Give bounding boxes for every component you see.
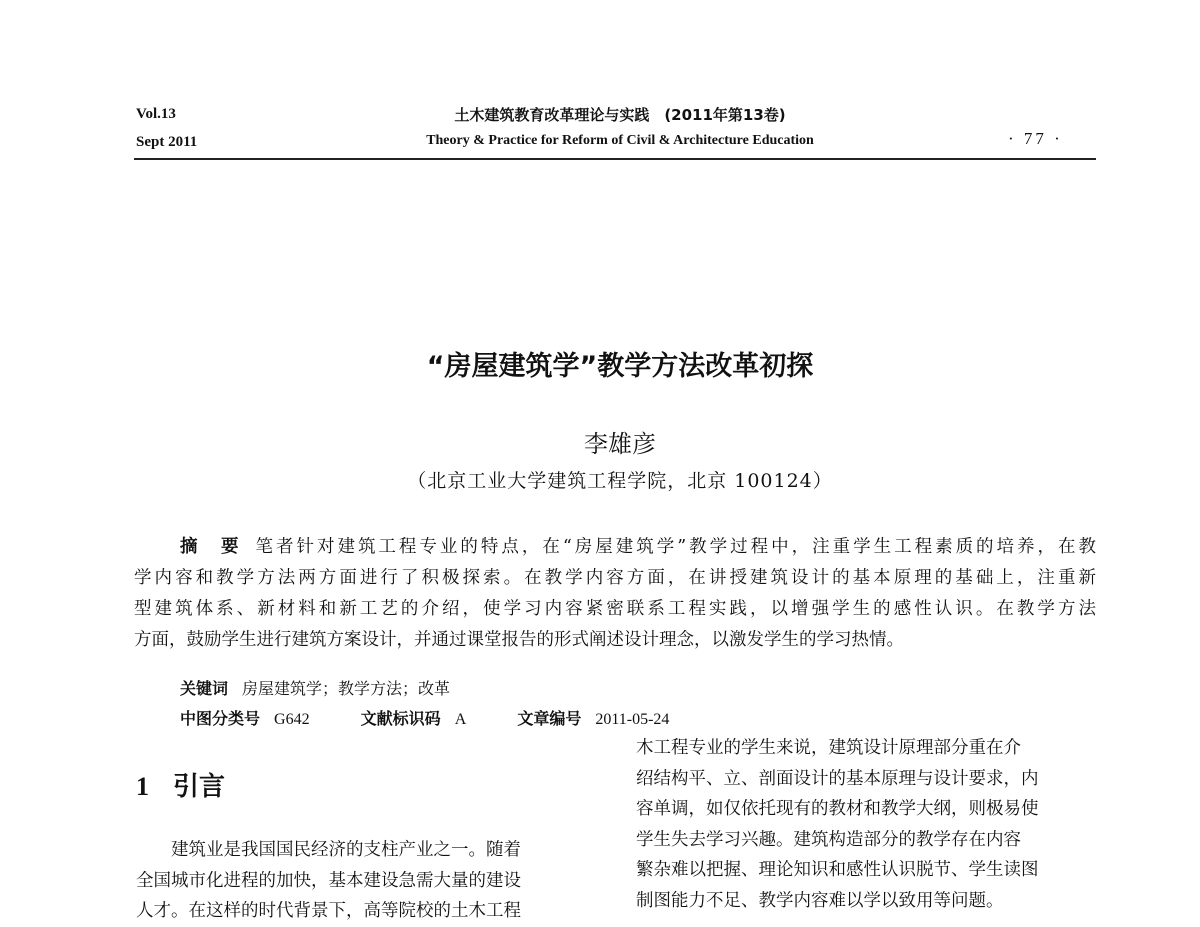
issue-date: Sept 2011 [136,134,198,150]
journal-title-en: Theory & Practice for Reform of Civil & Architecture Education [426,133,814,148]
abstract-line: 型建筑体系、新材料和新工艺的介绍，使学习内容紧密联系工程实践，以增强学生的感性认识。在教学方法 [134,599,1096,619]
section-heading [136,766,225,803]
paragraph-line: 绍结构平、立、剖面设计的基本原理与设计要求，内 [636,768,1039,789]
right-column [636,733,1039,916]
section-number: 1 [136,772,149,801]
paragraph-line: 学生失去学习兴趣。建筑构造部分的教学存在内容 [636,829,1021,850]
paragraph-line: 容单调，如仅依托现有的教材和教学大纲，则极易使 [636,799,1039,819]
header-rule [134,158,1096,160]
paragraph-line: 全国城市化进程的加快，基本建设急需大量的建设 [136,870,521,891]
classification-line [180,706,715,729]
doc-code-label: 文献标识码 [360,709,441,728]
author-name: 李雄彦 [584,430,656,458]
paragraph-line: 繁杂难以把握、理论知识和感性认识脱节、学生读图 [636,860,1039,880]
volume-number: Vol.13 [136,106,176,122]
article-number-value: 2011-05-24 [595,711,670,728]
keywords [180,676,450,699]
clc-label: 中图分类号 [180,709,261,728]
journal-title-cn: 土木建筑教育改革理论与实践 (2011年第13卷) [454,106,786,124]
article-title: “房屋建筑学”教学方法改革初探 [426,351,814,382]
page-number: · 77 · [1008,129,1063,148]
author-affiliation: （北京工业大学建筑工程学院，北京 100124） [407,470,833,492]
abstract-line: 学内容和教学方法两方面进行了积极探索。在教学内容方面，在讲授建筑设计的基本原理的基础上，注重新 [134,568,1096,588]
paragraph-line: 木工程专业的学生来说，建筑设计原理部分重在介 [636,738,1021,758]
keywords-value: 房屋建筑学；教学方法；改革 [242,679,451,698]
paragraph-line: 建筑业是我国国民经济的支柱产业之一。随着 [136,840,521,860]
keywords-label: 关键词 [180,679,229,698]
doc-code-value: A [454,711,467,728]
paragraph-line: 制图能力不足、教学内容难以学以致用等问题。 [636,890,1004,911]
abstract [134,532,1096,656]
abstract-line: 摘 要 笔者针对建筑工程专业的特点，在“房屋建筑学”教学过程中，注重学生工程素质的培养，在教 [180,537,1097,557]
article-number-label: 文章编号 [517,709,582,728]
abstract-label: 摘 要 [180,537,242,557]
paragraph-line: 人才。在这样的时代背景下，高等院校的土木工程 [136,901,521,921]
left-column [136,835,521,927]
section-title: 引言 [173,772,226,802]
abstract-line: 方面，鼓励学生进行建筑方案设计，并通过课堂报告的形式阐述设计理念，以激发学生的学习热情。 [134,630,904,650]
clc-value: G642 [274,711,310,728]
